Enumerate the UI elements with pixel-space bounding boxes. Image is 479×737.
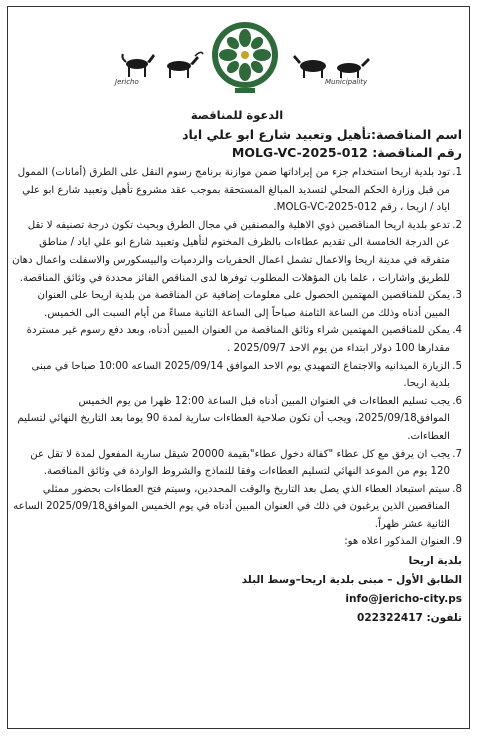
list-item: 8. سيتم استبعاد العطاء الذي يصل بعد التاريخ والوقت المحددين، وسيتم فتح العطاءات بحضور ممثلي المناقصين الذين يرغبون في ذلك في العنوان المبين أدناه في يوم الخميس الموافق2025/09/18 الساعه الثانية عشر ظهراً. [13,483,462,530]
brand-left-label: Jericho [115,78,139,86]
animals-right-icon [285,48,375,80]
list-item: 3. يمكن للمناقصين المهتمين الحصول على معلومات إضافية عن المناقصة من بلدية اريحا على العنوان المبين أدناه وذلك من الساعة الثامنة صباحاً إلى الساعة الثانية مساءً من أيام السبت الى الخميس. [37,290,462,319]
list-item: 6. يجب تسليم العطاءات في العنوان المبين أدناه قبل الساعة 12:00 ظهرا من يوم الخميس الموافق2025/09/18، ويجب أن تكون صلاحية العطاءات سارية لمدة 90 يوما بعد التاريخ النهائي لتسليم العطاءات. [17,395,462,442]
list-item: 5. الزيارة الميدانيه والاجتماع التمهيدي يوم الاحد الموافق 2025/09/14 الساعه 10:00 صباحا في مبنى بلدية اريحا. [31,360,462,390]
tender-number: رقم المناقصة: MOLG-VC-2025-012 [231,145,462,160]
phone-number: تلفون: 022322417 [357,612,462,625]
municipality-logo-icon [210,18,280,96]
tender-name: اسم المناقصة:تأهيل وتعبيد شارع ابو علي اياد [182,127,462,142]
tender-announcement [12,108,462,628]
list-item: 2. تدعو بلدية اريحا المناقصين ذوي الاهلية والمصنفين في مجال الطرق وبحيث تكون درجة تصنيفه لا تقل عن الدرجة الخامسة الى تقديم عطاءات بالظرف المختوم لتأهيل وتعبيد شارع ابو علي اياد / مناطق متفرقه في مدينة اريحا والاعمال تشمل اعمال الحفريات والردميات والبيسكورس والاسفلت واعمال دهان للطريق واشارات ، علما بان المؤهلات المطلوب توفرها لدى المناقص الفائز محددة في وثائق المناقصة. [12,219,462,284]
address-location: الطابق الأول – مبنى بلدية اريحا–وسط البلد [241,574,462,587]
list-item: 4. يمكن للمناقصين المهتمين شراء وثائق المناقصة من العنوان المبين أدناه، وبعد دفع رسوم غير مستردة مقدارها 100 دولار ابتداء من يوم الاحد 2025/09/7 . [26,325,462,354]
address-block [12,552,462,628]
address-org: بلدية اريحا [408,555,462,568]
list-item: 1. تود بلدية اريحا استخدام جزء من إيراداتها ضمن موازنة برنامج رسوم النقل على الطرق (أمانات) الممول من قبل وزارة الحكم المحلي لتسديد المبالغ المستحقة بموجب عقد مشروع تأهيل وتعبيد شارع ابو علي اياد / اريحا ، رقم MOLG-VC-2025-012. [17,167,462,214]
list-item: 9. العنوان المذكور اعلاه هو: [344,536,462,548]
email-link[interactable]: info@jericho-city.ps [345,593,462,606]
page-title: الدعوة للمناقصة [190,108,284,122]
header [7,6,470,110]
list-item: 7. يجب ان يرفق مع كل عطاء "كفالة دخول عطاء"بقيمة 20000 شيقل سارية المفعول لمدة لا تقل عن 120 يوم من الموعد النهائي لتسليم العطاءات وفقا للنماذج والشروط الواردة في وثائق المناقصة. [30,448,462,478]
animals-left-icon [117,48,207,80]
brand-right-label: Municipality [325,78,368,86]
